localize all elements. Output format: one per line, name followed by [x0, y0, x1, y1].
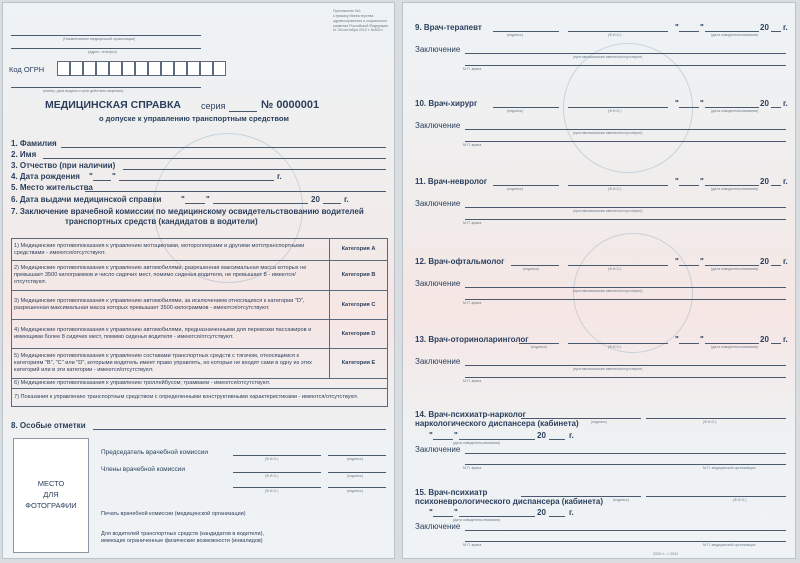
sign-caption: (подпись): [507, 109, 523, 113]
doctor-12-sign-line[interactable]: [511, 265, 559, 266]
doctor-10-label: 10. Врач-хирург: [415, 99, 478, 108]
year-suffix: г.: [277, 172, 282, 181]
doctor-10-fio-line[interactable]: [568, 107, 668, 108]
doctor-12-fio-line[interactable]: [568, 265, 668, 266]
document-number: № 0000001: [261, 99, 320, 111]
doctor-15-fio-line[interactable]: [646, 496, 786, 497]
doctor-12-date-line[interactable]: [705, 265, 759, 266]
mp-caption: М.П. врача: [463, 221, 482, 225]
bottom-note: ООО «...» 2011: [653, 552, 679, 556]
date-caption: (дата освидетельствования): [711, 33, 759, 37]
birthdate-line[interactable]: [119, 180, 274, 181]
quote-mark: ": [700, 99, 704, 108]
address-caption: (адрес, телефон): [88, 50, 117, 54]
document-title: МЕДИЦИНСКАЯ СПРАВКА: [45, 99, 181, 111]
note-line: Приложение №1: [333, 9, 361, 13]
org-caption: (Наименование медицинской организации): [63, 37, 136, 41]
conclusion-title: 7. Заключение врачебной комиссии по медицинскому освидетельствованию водителей: [11, 207, 364, 216]
doctor-14-label-2: наркологического диспансера (кабинета): [415, 419, 579, 428]
footnote: Для водителей транспортных средств (кандидатов в водители), имеющих ограниченные физические возможности (инвалидов): [101, 531, 264, 545]
fio-caption: (Ф.И.О.): [265, 474, 279, 478]
field-residence: 5. Место жительства: [11, 183, 93, 192]
quote-mark: ": [700, 257, 704, 266]
field-patronymic: 3. Отчество (при наличии): [11, 161, 116, 170]
table-row: [12, 389, 388, 407]
quote-mark: ": [675, 23, 679, 32]
day-line[interactable]: [679, 31, 699, 32]
categories-table: [11, 238, 388, 407]
member-fio-line[interactable]: [233, 472, 321, 473]
doctor-11-fio-line[interactable]: [568, 185, 668, 186]
doctor-10-sign-line[interactable]: [493, 107, 559, 108]
date-caption: (дата освидетельствования): [711, 187, 759, 191]
doctor-9-conclusion-line[interactable]: [465, 53, 786, 54]
mp-org-caption: М.П. медицинской организации: [703, 543, 756, 547]
category-label: Категория В: [330, 261, 388, 291]
year-line[interactable]: [771, 107, 781, 108]
year-suffix: г.: [344, 195, 349, 204]
photo-text: ДЛЯ: [43, 490, 59, 499]
doctor-9-sign-line[interactable]: [493, 31, 559, 32]
fio-caption: (Ф.И.О.): [703, 420, 717, 424]
chairman-fio-line[interactable]: [233, 455, 321, 456]
table-row: [12, 349, 388, 379]
conclusion-caption: (противопоказания имеются/отсутствуют): [573, 367, 643, 371]
doctor-9-fio-line[interactable]: [568, 31, 668, 32]
member-sign-line[interactable]: [328, 472, 386, 473]
document-subtitle: о допуске к управлению транспортным средством: [99, 114, 289, 123]
category-text: 3) Медицинские противопоказания к управлению автомобилями, за исключением относящихся к категории "D", разрешенная максимальная масса которых превышает 3500 килограммов - имеются/отсутствуют.: [12, 291, 330, 320]
quote-mark: ": [454, 431, 458, 440]
note-line: к приказу Министерства: [333, 13, 374, 18]
category-label: Категория Е: [330, 349, 388, 379]
category-text: 5) Медицинские противопоказания к управлению составами транспортных средств с тягачом, относящимся к категориям "B", "C" или "D", которыми водитель имеет право управлять, но которые не входят сами в одну из этих категорий или в эти категории - имеются/отсутствуют.: [12, 349, 330, 379]
quote-mark: ": [700, 335, 704, 344]
note-line: от 28 сентября 2010 г. №831н: [333, 28, 383, 33]
quote-mark: ": [112, 172, 116, 181]
series-label: серия: [201, 101, 226, 111]
mp-caption: М.П. врача: [463, 543, 482, 547]
license-caption: (номер, дата выдачи и срок действия лицензии): [43, 89, 124, 93]
year-suffix: г.: [783, 335, 788, 344]
quote-mark: ": [181, 195, 185, 204]
field-birthdate: 4. Дата рождения: [11, 172, 80, 181]
conclusion-title-2: транспортных средств (кандидатов в водители): [65, 217, 258, 226]
year-prefix: 20: [760, 99, 769, 108]
field-name: 2. Имя: [11, 150, 37, 159]
fio-caption: (Ф.И.О.): [608, 187, 622, 191]
table-row: [12, 291, 388, 320]
doctor-14-sign-line[interactable]: [521, 418, 641, 419]
sign-caption: (подпись): [613, 498, 629, 502]
members-label: Члены врачебной комиссии: [101, 466, 186, 473]
doctor-15-date-line[interactable]: [459, 516, 535, 517]
doctor-15-label: 15. Врач-психиатр: [415, 488, 488, 497]
quote-mark: ": [89, 172, 93, 181]
special-marks-line[interactable]: [93, 429, 386, 430]
doctor-12-label: 12. Врач-офтальмолог: [415, 257, 505, 266]
quote-mark: ": [675, 177, 679, 186]
extra-line[interactable]: [465, 299, 786, 300]
doctor-14-conclusion: Заключение: [415, 445, 461, 454]
doctor-11-sign-line[interactable]: [493, 185, 559, 186]
year-line[interactable]: [771, 265, 781, 266]
quote-mark: ": [429, 431, 433, 440]
doctor-14-fio-line[interactable]: [646, 418, 786, 419]
sign-caption: (подпись): [531, 345, 547, 349]
day-line[interactable]: [679, 343, 699, 344]
sign-caption: (подпись): [347, 489, 363, 493]
date-caption: (дата освидетельствования): [711, 267, 759, 271]
photo-text: МЕСТО: [37, 479, 65, 488]
quote-mark: ": [675, 257, 679, 266]
residence-line[interactable]: [85, 191, 386, 192]
special-marks: 8. Особые отметки: [11, 421, 86, 430]
chairman-label: Председатель врачебной комиссии: [101, 449, 209, 456]
quote-mark: ": [675, 99, 679, 108]
doctor-11-conclusion-line[interactable]: [465, 207, 786, 208]
category-text: 2) Медицинские противопоказания к управлению автомобилями, разрешенная максимальная масса которых не превышает 3500 килограммов и число сидячих мест, помимо сиденья водителя, не превышает 8 - имеются/отсутствуют.: [12, 261, 330, 291]
date-caption: (дата освидетельствования): [453, 518, 501, 522]
doctor-13-conclusion-line[interactable]: [465, 365, 786, 366]
fio-caption: (Ф.И.О.): [608, 109, 622, 113]
sign-caption: (подпись): [347, 457, 363, 461]
doctor-15-conclusion: Заключение: [415, 522, 461, 531]
doctor-12-conclusion: Заключение: [415, 279, 461, 288]
member-sign-line[interactable]: [328, 487, 386, 488]
watermark: [563, 43, 693, 173]
category-text: 7) Показания к управлению транспортным средством с определенными конструктивными характеристиками - имеются/отсутствуют.: [12, 389, 388, 407]
conclusion-caption: (противопоказания имеются/отсутствуют): [573, 55, 643, 59]
quote-mark: ": [700, 23, 704, 32]
doctor-11-date-line[interactable]: [705, 185, 759, 186]
year-suffix: г.: [783, 99, 788, 108]
doctor-11-label: 11. Врач-невролог: [415, 177, 488, 186]
stamp-label: Печать врачебной комиссии (медицинской организации): [101, 511, 246, 517]
surname-line[interactable]: [61, 147, 386, 148]
photo-text: ФОТОГРАФИИ: [25, 501, 77, 510]
quote-mark: ": [429, 508, 433, 517]
extra-line[interactable]: [465, 141, 786, 142]
table-row: [12, 379, 388, 389]
conclusion-caption: (противопоказания имеются/отсутствуют): [573, 131, 643, 135]
fio-caption: (Ф.И.О.): [733, 498, 747, 502]
sign-caption: (подпись): [347, 474, 363, 478]
doctor-13-conclusion: Заключение: [415, 357, 461, 366]
field-issue-date: 6. Дата выдачи медицинской справки: [11, 195, 162, 204]
field-surname: 1. Фамилия: [11, 139, 57, 148]
right-page: [402, 2, 796, 559]
conclusion-caption: (противопоказания имеются/отсутствуют): [573, 289, 643, 293]
note-line: здравоохранения и социального: [333, 18, 388, 23]
year-line[interactable]: [771, 31, 781, 32]
year-suffix: г.: [783, 257, 788, 266]
category-label: Категория С: [330, 291, 388, 320]
doctor-12-conclusion-line[interactable]: [465, 287, 786, 288]
mp-org-caption: М.П. медицинской организации: [703, 466, 756, 470]
mp-caption: М.П. врача: [463, 379, 482, 383]
quote-mark: ": [700, 177, 704, 186]
doctor-15-sign-line[interactable]: [521, 496, 641, 497]
doctor-13-sign-line[interactable]: [519, 343, 559, 344]
quote-mark: ": [675, 335, 679, 344]
category-text: 4) Медицинские противопоказания к управлению автомобилями, предназначенными для перевозки пассажиров и имеющими более 8 сидячих мест, помимо сиденья водителя - имеются/отсутствуют.: [12, 320, 330, 349]
mp-caption: М.П. врача: [463, 301, 482, 305]
mp-caption: М.П. врача: [463, 143, 482, 147]
year-suffix: г.: [783, 23, 788, 32]
fio-caption: (Ф.И.О.): [608, 267, 622, 271]
member-fio-line[interactable]: [233, 487, 321, 488]
sign-caption: (подпись): [507, 187, 523, 191]
note-line: развития Российской Федерации: [333, 23, 389, 28]
fio-caption: (Ф.И.О.): [608, 345, 622, 349]
doctor-14-date-line[interactable]: [459, 439, 535, 440]
year-line[interactable]: [771, 343, 781, 344]
ogrn-label: Код ОГРН: [9, 65, 45, 74]
day-line[interactable]: [679, 265, 699, 266]
year-prefix: 20: [311, 195, 320, 204]
year-line[interactable]: [771, 185, 781, 186]
issue-date-line[interactable]: [213, 203, 308, 204]
doctor-9-date-line[interactable]: [705, 31, 759, 32]
category-text: 1) Медицинские противопоказания к управлению мотоциклами, мотороллерами и другими мототранспортными средствами - имеются/отсутствуют.: [12, 239, 330, 261]
extra-line[interactable]: [465, 219, 786, 220]
day-line[interactable]: [679, 185, 699, 186]
sign-caption: (подпись): [591, 420, 607, 424]
year-prefix: 20: [760, 177, 769, 186]
name-line[interactable]: [43, 158, 386, 159]
year-prefix: 20: [537, 508, 546, 517]
chairman-sign-line[interactable]: [328, 455, 386, 456]
year-suffix: г.: [783, 177, 788, 186]
doctor-11-conclusion: Заключение: [415, 199, 461, 208]
fio-caption: (Ф.И.О.): [265, 489, 279, 493]
mp-caption: М.П. врача: [463, 466, 482, 470]
day-line[interactable]: [679, 107, 699, 108]
top-right-note: [333, 9, 388, 33]
quote-mark: ": [206, 195, 210, 204]
category-text: 6) Медицинские противопоказания к управлению троллейбусом; трамваем - имеются/отсутствуют.: [12, 379, 388, 389]
photo-placeholder: [13, 438, 89, 553]
category-label: Категория А: [330, 239, 388, 261]
date-caption: (дата освидетельствования): [711, 109, 759, 113]
table-row: [12, 239, 388, 261]
doctor-10-date-line[interactable]: [705, 107, 759, 108]
fio-caption: (Ф.И.О.): [265, 457, 279, 461]
doctor-15-label-2: психоневрологического диспансера (кабинета): [415, 497, 603, 506]
conclusion-caption: (противопоказания имеются/отсутствуют): [573, 209, 643, 213]
year-prefix: 20: [760, 335, 769, 344]
extra-line[interactable]: [465, 65, 786, 66]
year-prefix: 20: [760, 257, 769, 266]
doctor-9-conclusion: Заключение: [415, 45, 461, 54]
doctor-15-conclusion-line[interactable]: [465, 530, 786, 531]
doctor-10-conclusion: Заключение: [415, 121, 461, 130]
table-row: [12, 320, 388, 349]
doctor-9-label: 9. Врач-терапевт: [415, 23, 482, 32]
doctor-14-label: 14. Врач-психиатр-нарколог: [415, 410, 526, 419]
year-suffix: г.: [569, 508, 574, 517]
doctor-13-date-line[interactable]: [705, 343, 759, 344]
patronymic-line[interactable]: [123, 169, 386, 170]
mp-caption: М.П. врача: [463, 67, 482, 71]
year-prefix: 20: [537, 431, 546, 440]
year-suffix: г.: [569, 431, 574, 440]
table-row: [12, 261, 388, 291]
quote-mark: ": [454, 508, 458, 517]
year-prefix: 20: [760, 23, 769, 32]
doctor-14-conclusion-line[interactable]: [465, 453, 786, 454]
doctor-10-conclusion-line[interactable]: [465, 129, 786, 130]
date-caption: (дата освидетельствования): [711, 345, 759, 349]
left-page: [2, 2, 395, 559]
sign-caption: (подпись): [523, 267, 539, 271]
fio-caption: (Ф.И.О.): [608, 33, 622, 37]
extra-line[interactable]: [465, 377, 786, 378]
doctor-13-label: 13. Врач-оториноларинголог: [415, 335, 529, 344]
doctor-13-fio-line[interactable]: [568, 343, 668, 344]
sign-caption: (подпись): [507, 33, 523, 37]
date-caption: (дата освидетельствования): [453, 441, 501, 445]
category-label: Категория D: [330, 320, 388, 349]
